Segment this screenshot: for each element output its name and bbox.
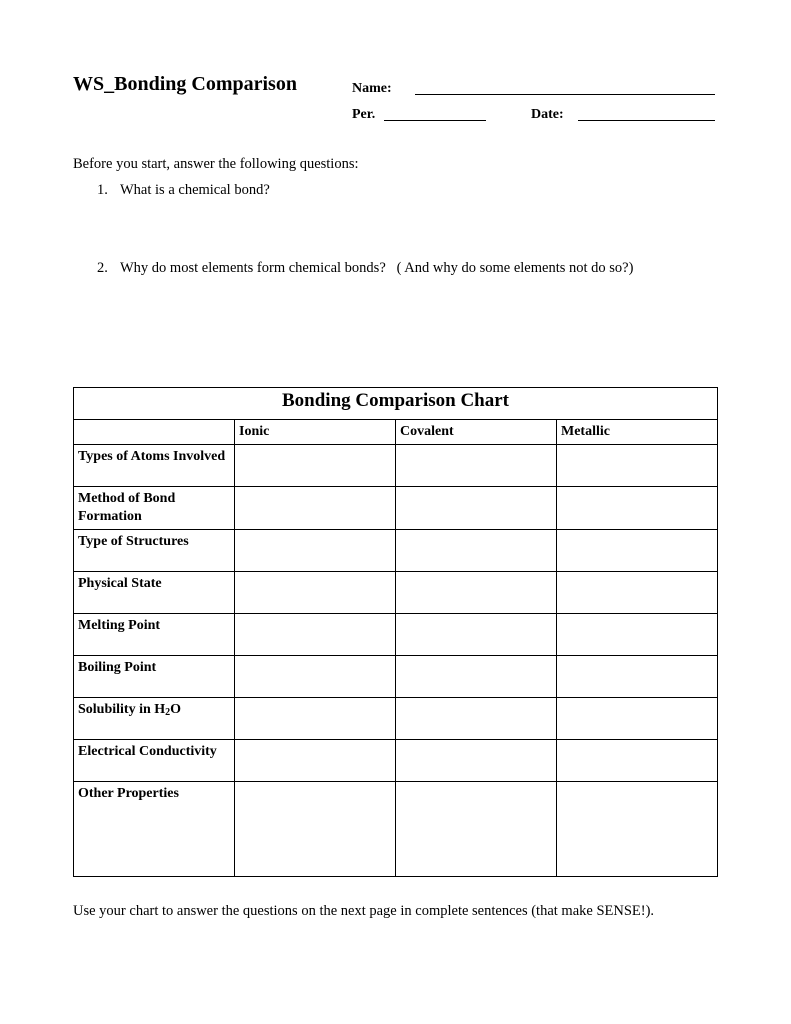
question-text: What is a chemical bond? <box>120 182 270 198</box>
row-label: Method of Bond Formation <box>74 487 235 530</box>
answer-cell[interactable] <box>396 614 557 656</box>
subscript: 2 <box>165 707 171 718</box>
answer-cell[interactable] <box>235 572 396 614</box>
row-label: Type of Structures <box>74 530 235 572</box>
answer-cell[interactable] <box>235 698 396 740</box>
answer-cell[interactable] <box>557 614 718 656</box>
intro-text: Before you start, answer the following questions: <box>73 156 359 172</box>
answer-cell[interactable] <box>557 572 718 614</box>
answer-cell[interactable] <box>235 656 396 698</box>
row-label-suffix: O <box>170 702 182 717</box>
question-number: 2. <box>97 260 108 276</box>
answer-cell[interactable] <box>396 698 557 740</box>
date-label: Date: <box>531 107 564 122</box>
worksheet-title: WS_Bonding Comparison <box>73 73 297 95</box>
row-label: Types of Atoms Involved <box>74 445 235 487</box>
date-field[interactable] <box>578 120 715 121</box>
answer-cell[interactable] <box>557 740 718 782</box>
period-label: Per. <box>352 107 376 122</box>
header-cell <box>74 420 235 445</box>
answer-cell[interactable] <box>235 782 396 877</box>
footer-instructions: Use your chart to answer the questions on the next page in complete sentences (that make SENSE!). <box>73 903 655 919</box>
answer-cell[interactable] <box>557 487 718 530</box>
answer-cell[interactable] <box>235 487 396 530</box>
answer-cell[interactable] <box>235 530 396 572</box>
answer-cell[interactable] <box>235 614 396 656</box>
name-field[interactable] <box>415 94 715 95</box>
row-label: Solubility in H <box>78 702 166 717</box>
answer-cell[interactable] <box>396 740 557 782</box>
row-label: Other Properties <box>74 782 235 877</box>
row-label-solubility <box>74 698 235 740</box>
answer-cell[interactable] <box>396 530 557 572</box>
answer-cell[interactable] <box>396 572 557 614</box>
row-label: Melting Point <box>74 614 235 656</box>
answer-cell[interactable] <box>557 445 718 487</box>
question-text: Why do most elements form chemical bonds? ( And why do some elements not do so?) <box>120 260 634 276</box>
header-covalent: Covalent <box>396 420 557 445</box>
answer-cell[interactable] <box>396 656 557 698</box>
row-label: Electrical Conductivity <box>74 740 235 782</box>
answer-cell[interactable] <box>396 487 557 530</box>
answer-cell[interactable] <box>235 740 396 782</box>
answer-cell[interactable] <box>557 530 718 572</box>
header-ionic: Ionic <box>235 420 396 445</box>
chart-title: Bonding Comparison Chart <box>74 388 718 420</box>
question-number: 1. <box>97 182 108 198</box>
answer-cell[interactable] <box>557 698 718 740</box>
row-label: Boiling Point <box>74 656 235 698</box>
answer-cell[interactable] <box>557 656 718 698</box>
row-label: Physical State <box>74 572 235 614</box>
name-label: Name: <box>352 81 392 96</box>
period-field[interactable] <box>384 120 486 121</box>
bonding-comparison-chart <box>73 387 718 877</box>
header-metallic: Metallic <box>557 420 718 445</box>
answer-cell[interactable] <box>396 782 557 877</box>
answer-cell[interactable] <box>557 782 718 877</box>
answer-cell[interactable] <box>235 445 396 487</box>
answer-cell[interactable] <box>396 445 557 487</box>
